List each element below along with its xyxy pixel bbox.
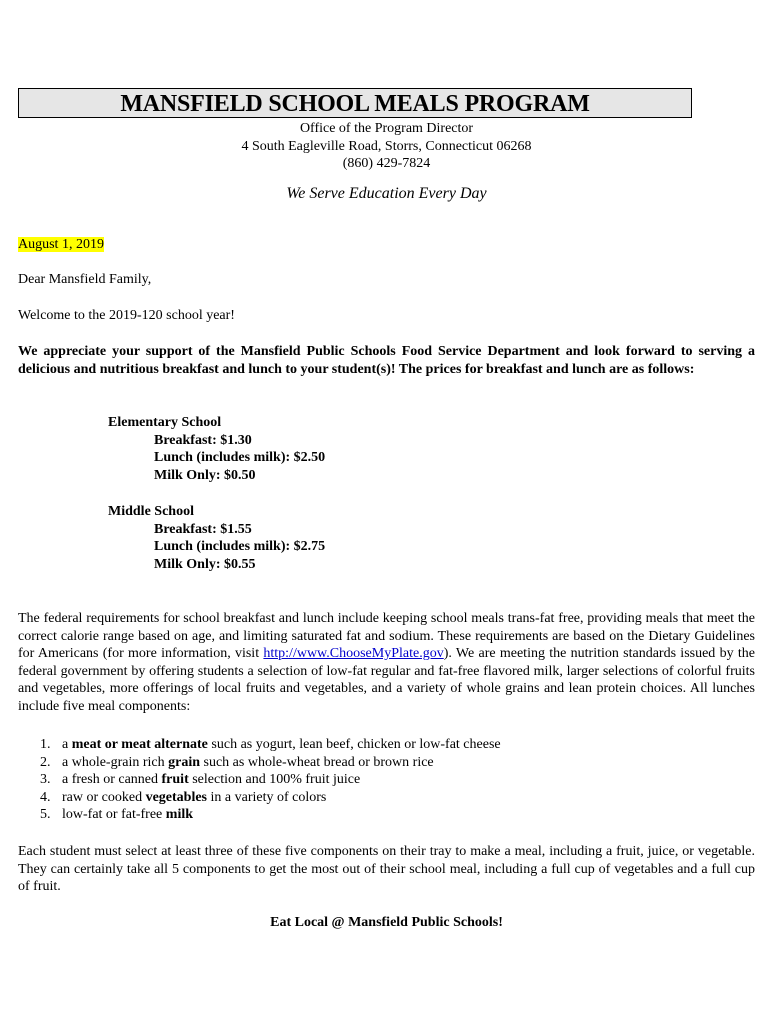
selection-paragraph: Each student must select at least three of these five components on their tray to make a meal, including a fruit, juice, or vegetable. They can certainly take all 5 components to get the most out of their school meal, including a full cup of vegetables and a full cup of fruit. [18,844,755,895]
list-number: 5. [40,807,51,823]
elementary-prices [108,414,325,484]
federal-requirements-paragraph [18,610,755,716]
component-keyword: fruit [161,772,189,788]
middle-school-heading: Middle School [108,504,194,519]
elementary-milk-price: Milk Only: $0.50 [154,467,256,483]
title-banner [18,88,692,118]
eat-local-slogan: Eat Local @ Mansfield Public Schools! [270,915,503,930]
component-text: such as yogurt, lean beef, chicken or low-fat cheese [207,737,501,752]
elementary-lunch-price: Lunch (includes milk): $2.50 [154,450,326,466]
meal-components-list [18,736,755,824]
component-text: in a variety of colors [207,789,327,805]
street-address: 4 South Eagleville Road, Storrs, Connecticut 06268 [241,138,532,154]
elementary-breakfast-price: Breakfast: $1.30 [154,432,252,448]
list-number: 2. [40,754,51,770]
component-text: such as whole-wheat bread or brown rice [200,754,434,770]
list-number: 1. [40,737,51,752]
welcome-line: Welcome to the 2019-120 school year! [18,308,235,323]
greeting: Dear Mansfield Family, [18,272,152,287]
component-text: low-fat or fat-free [62,807,166,823]
list-number: 4. [40,789,51,805]
component-keyword: vegetables [145,789,208,805]
motto: We Serve Education Every Day [286,185,487,202]
date-highlight: August 1, 2019 [18,237,104,252]
list-item [18,771,755,789]
component-text: a fresh or canned [62,772,162,788]
component-text: a [62,737,72,752]
choosemyplate-link[interactable]: http://www.ChooseMyPlate.gov [263,646,444,662]
letter-date [18,236,755,254]
elementary-heading: Elementary School [108,415,222,430]
list-item [18,806,755,824]
component-text: raw or cooked [62,789,146,805]
list-number: 3. [40,772,51,788]
component-text: selection and 100% fruit juice [188,772,361,788]
appreciation-paragraph: We appreciate your support of the Mansfield Public Schools Food Service Department and look forward to serving a delicious and nutritious breakfast and lunch to your student(s)! The prices for breakfast and lunch are as follows: [18,344,755,377]
component-keyword: milk [165,807,194,823]
component-text: a whole-grain rich [62,754,169,770]
middle-milk-price: Milk Only: $0.55 [154,556,256,572]
letterhead-address [18,120,755,173]
page-title: MANSFIELD SCHOOL MEALS PROGRAM [120,91,590,117]
component-keyword: meat or meat alternate [71,737,208,752]
component-keyword: grain [168,754,201,770]
office-line: Office of the Program Director [299,121,474,136]
list-item [18,754,755,772]
middle-school-prices [108,503,325,573]
phone-number: (860) 429-7824 [342,156,431,172]
list-item [18,736,755,754]
federal-text-before-link: The federal requirements for school breakfast and lunch include keeping school meals trans-fat free, providing meals that meet the correct calorie range based on age, and limiting saturated fat and sodium. These requirements are based on the Dietary Guidelines for Americans (for more information, visit [18,611,755,662]
list-item [18,789,755,807]
middle-breakfast-price: Breakfast: $1.55 [154,521,252,537]
federal-text-after-link: ). We are meeting the nutrition standards issued by the federal government by offering students a selection of low-fat regular and fat-free flavored milk, larger selections of colorful fruits and vegetables, more offerings of local fruits and vegetables, and a variety of whole grains and lean protein choices. All lunches include five meal components: [18,646,755,714]
middle-lunch-price: Lunch (includes milk): $2.75 [154,539,326,555]
